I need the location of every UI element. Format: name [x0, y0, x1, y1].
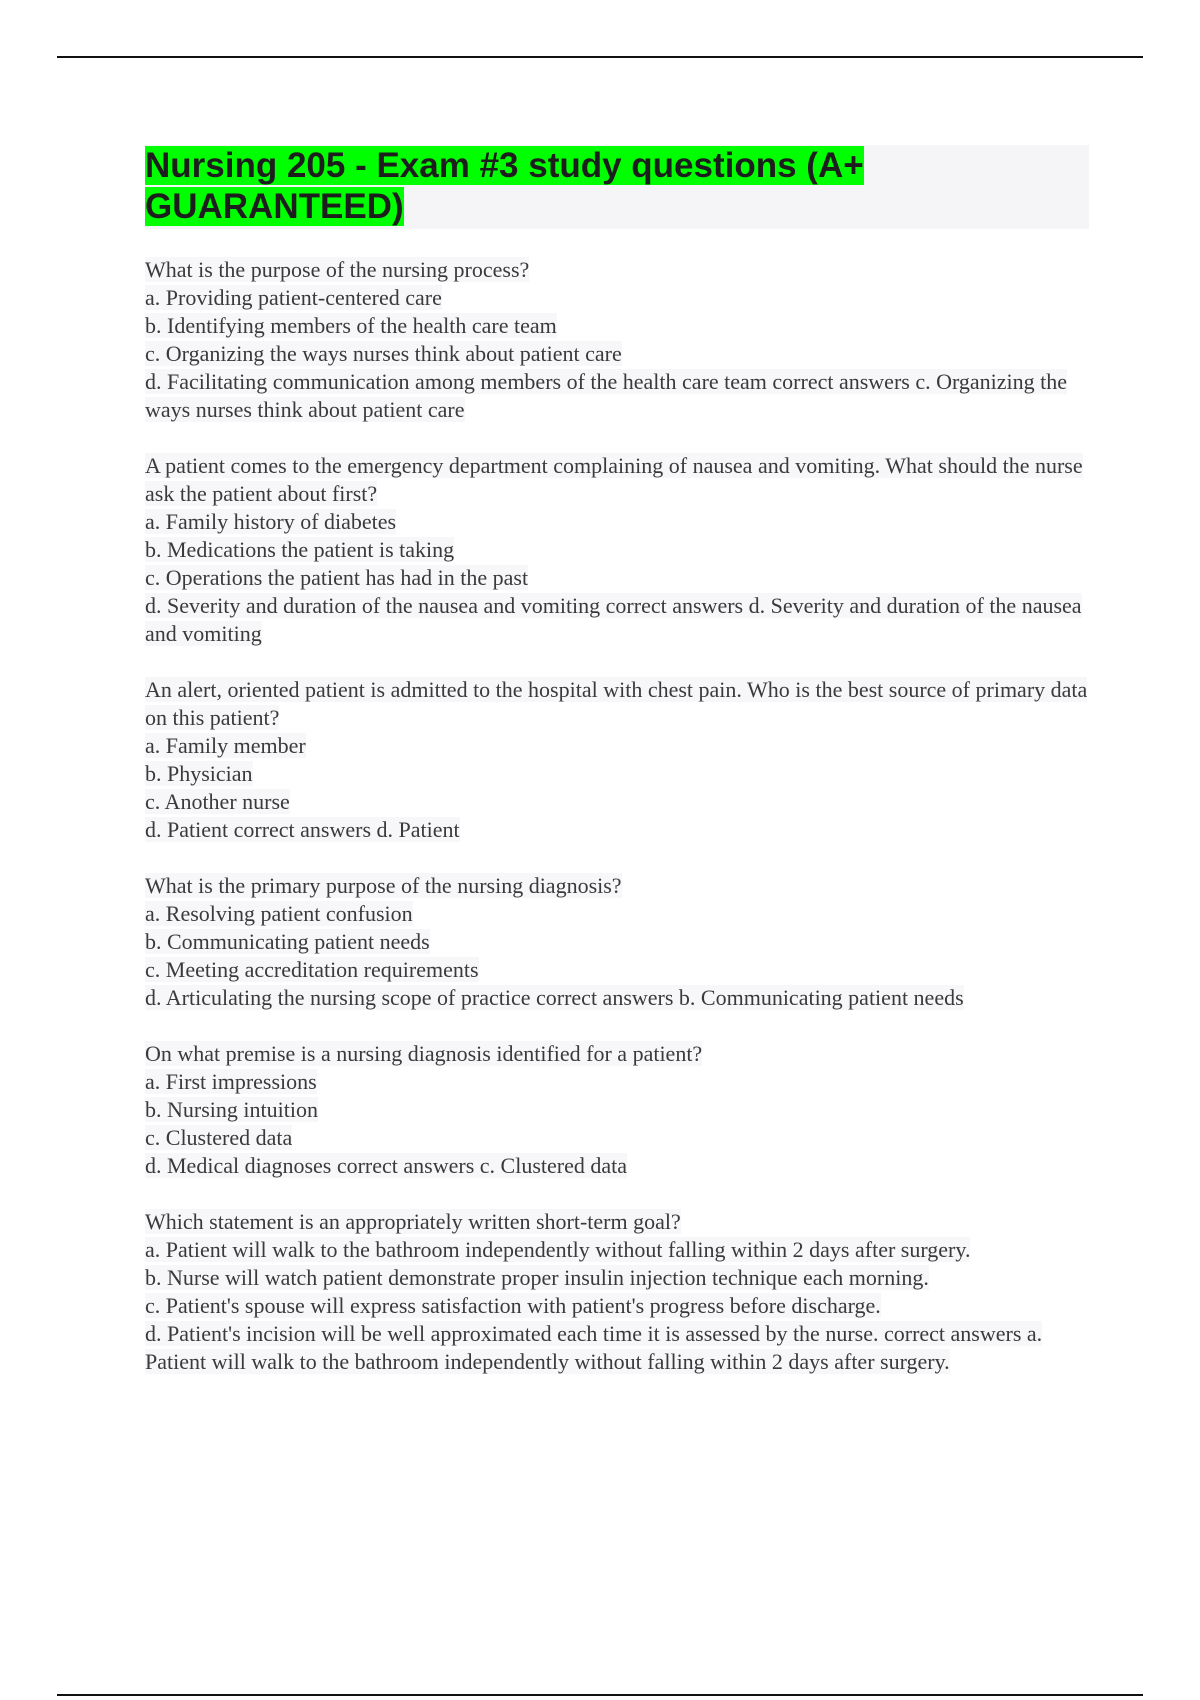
answer-option: c. Operations the patient has had in the past — [145, 565, 529, 590]
answer-option: b. Communicating patient needs — [145, 929, 430, 954]
question-stem: What is the purpose of the nursing process? — [145, 257, 530, 282]
question-2 — [145, 452, 1090, 648]
answer-option: a. Patient will walk to the bathroom independently without falling within 2 days after surgery. — [145, 1237, 971, 1262]
question-stem: What is the primary purpose of the nursing diagnosis? — [145, 873, 622, 898]
answer-option: b. Medications the patient is taking — [145, 537, 455, 562]
question-stem: Which statement is an appropriately written short-term goal? — [145, 1209, 681, 1234]
top-rule — [57, 56, 1143, 58]
answer-option: c. Patient's spouse will express satisfaction with patient's progress before discharge. — [145, 1293, 881, 1318]
answer-option: a. First impressions — [145, 1069, 317, 1094]
answer-option: a. Family history of diabetes — [145, 509, 397, 534]
answer-option-with-key: d. Medical diagnoses correct answers c. Clustered data — [145, 1153, 627, 1178]
document-title: Nursing 205 - Exam #3 study questions (A+ GUARANTEED) — [145, 146, 864, 226]
question-list — [145, 256, 1090, 1404]
answer-option: a. Family member — [145, 733, 306, 758]
answer-option-with-key: d. Articulating the nursing scope of practice correct answers b. Communicating patient needs — [145, 985, 964, 1010]
answer-option-with-key: d. Patient correct answers d. Patient — [145, 817, 460, 842]
answer-option: c. Another nurse — [145, 789, 290, 814]
answer-option-with-key: d. Patient's incision will be well approximated each time it is assessed by the nurse. correct answers a. Patient will walk to the bathroom independently without falling within 2 days after surgery. — [145, 1321, 1043, 1374]
answer-option: c. Clustered data — [145, 1125, 293, 1150]
answer-option: b. Nurse will watch patient demonstrate proper insulin injection technique each morning. — [145, 1265, 929, 1290]
question-3 — [145, 676, 1090, 844]
question-stem: On what premise is a nursing diagnosis identified for a patient? — [145, 1041, 703, 1066]
answer-option: a. Providing patient-centered care — [145, 285, 442, 310]
answer-option: b. Physician — [145, 761, 253, 786]
answer-option: c. Organizing the ways nurses think about patient care — [145, 341, 622, 366]
bottom-rule — [57, 1694, 1143, 1696]
question-stem: A patient comes to the emergency department complaining of nausea and vomiting. What should the nurse ask the patient about first? — [145, 453, 1083, 506]
title-block — [145, 145, 1089, 229]
answer-option: b. Nursing intuition — [145, 1097, 318, 1122]
question-stem: An alert, oriented patient is admitted to the hospital with chest pain. Who is the best source of primary data on this patient? — [145, 677, 1088, 730]
question-4 — [145, 872, 1090, 1012]
answer-option: a. Resolving patient confusion — [145, 901, 413, 926]
answer-option-with-key: d. Severity and duration of the nausea and vomiting correct answers d. Severity and duration of the nausea and vomiting — [145, 593, 1082, 646]
question-6 — [145, 1208, 1090, 1376]
question-1 — [145, 256, 1090, 424]
answer-option: b. Identifying members of the health care team — [145, 313, 557, 338]
answer-option-with-key: d. Facilitating communication among members of the health care team correct answers c. Organizing the ways nurses think about patient care — [145, 369, 1068, 422]
answer-option: c. Meeting accreditation requirements — [145, 957, 479, 982]
question-5 — [145, 1040, 1090, 1180]
